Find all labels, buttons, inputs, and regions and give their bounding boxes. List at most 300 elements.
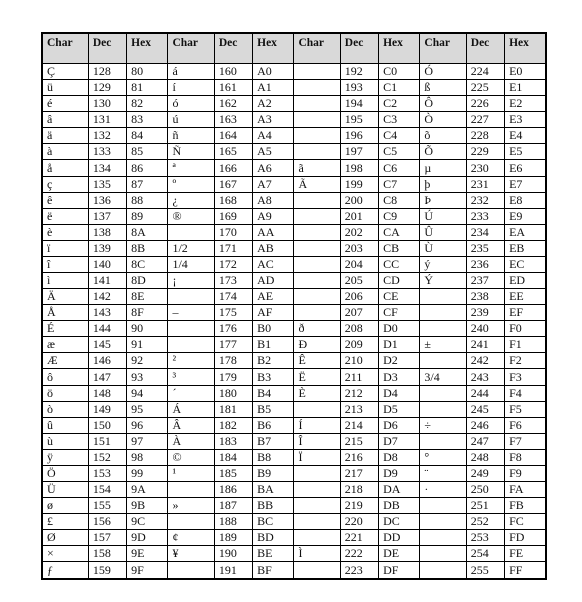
column-header-hex: Hex	[379, 33, 420, 64]
hex-cell: CD	[379, 273, 420, 289]
dec-cell: 206	[340, 289, 378, 305]
char-cell	[420, 321, 466, 337]
char-cell	[168, 482, 214, 498]
char-cell: Â	[168, 417, 214, 433]
dec-cell: 189	[214, 530, 252, 546]
dec-cell: 244	[466, 385, 504, 401]
hex-cell: 8D	[127, 273, 168, 289]
char-cell: Ú	[420, 208, 466, 224]
hex-cell: E5	[505, 144, 546, 160]
hex-cell: 85	[127, 144, 168, 160]
dec-cell: 156	[88, 514, 126, 530]
char-cell	[294, 224, 340, 240]
char-cell: é	[42, 96, 88, 112]
dec-cell: 217	[340, 465, 378, 481]
char-cell: ç	[42, 176, 88, 192]
char-cell	[294, 240, 340, 256]
dec-cell: 251	[466, 498, 504, 514]
column-header-char: Char	[294, 33, 340, 64]
hex-cell: EA	[505, 224, 546, 240]
hex-cell: C8	[379, 192, 420, 208]
char-cell	[294, 498, 340, 514]
hex-cell: B6	[253, 417, 294, 433]
char-cell: Ì	[294, 546, 340, 562]
dec-cell: 142	[88, 289, 126, 305]
dec-cell: 191	[214, 562, 252, 579]
char-cell	[420, 385, 466, 401]
dec-cell: 184	[214, 449, 252, 465]
hex-cell: E9	[505, 208, 546, 224]
dec-cell: 224	[466, 64, 504, 80]
dec-cell: 208	[340, 321, 378, 337]
hex-cell: 86	[127, 160, 168, 176]
char-cell: µ	[420, 160, 466, 176]
hex-cell: CB	[379, 240, 420, 256]
char-cell	[294, 144, 340, 160]
hex-cell: FC	[505, 514, 546, 530]
hex-cell: BE	[253, 546, 294, 562]
char-cell	[168, 337, 214, 353]
table-row	[42, 64, 546, 80]
dec-cell: 170	[214, 224, 252, 240]
hex-cell: E8	[505, 192, 546, 208]
hex-cell: C1	[379, 80, 420, 96]
dec-cell: 165	[214, 144, 252, 160]
table-row	[42, 465, 546, 481]
char-cell: í	[168, 80, 214, 96]
hex-cell: A4	[253, 128, 294, 144]
table-row	[42, 176, 546, 192]
hex-cell: A9	[253, 208, 294, 224]
hex-cell: A6	[253, 160, 294, 176]
header-row	[42, 33, 546, 64]
table-row	[42, 417, 546, 433]
char-cell	[294, 64, 340, 80]
dec-cell: 223	[340, 562, 378, 579]
char-cell: ×	[42, 546, 88, 562]
hex-cell: F2	[505, 353, 546, 369]
hex-cell: 87	[127, 176, 168, 192]
dec-cell: 235	[466, 240, 504, 256]
char-cell: Ø	[42, 530, 88, 546]
hex-cell: F7	[505, 433, 546, 449]
char-cell	[294, 112, 340, 128]
dec-cell: 188	[214, 514, 252, 530]
hex-cell: 9C	[127, 514, 168, 530]
hex-cell: BB	[253, 498, 294, 514]
char-cell: 1/4	[168, 256, 214, 272]
dec-cell: 196	[340, 128, 378, 144]
char-cell	[294, 482, 340, 498]
dec-cell: 225	[466, 80, 504, 96]
dec-cell: 232	[466, 192, 504, 208]
dec-cell: 146	[88, 353, 126, 369]
hex-cell: E3	[505, 112, 546, 128]
table-row	[42, 144, 546, 160]
dec-cell: 205	[340, 273, 378, 289]
column-header-char: Char	[168, 33, 214, 64]
hex-cell: BC	[253, 514, 294, 530]
char-cell: å	[42, 160, 88, 176]
char-cell: Ð	[294, 337, 340, 353]
hex-cell: EC	[505, 256, 546, 272]
dec-cell: 221	[340, 530, 378, 546]
hex-cell: D2	[379, 353, 420, 369]
hex-cell: C7	[379, 176, 420, 192]
table-row	[42, 240, 546, 256]
char-cell: û	[42, 417, 88, 433]
dec-cell: 220	[340, 514, 378, 530]
hex-cell: F9	[505, 465, 546, 481]
hex-cell: 88	[127, 192, 168, 208]
char-cell: Ë	[294, 369, 340, 385]
table-row	[42, 256, 546, 272]
hex-cell: BF	[253, 562, 294, 579]
hex-cell: AC	[253, 256, 294, 272]
dec-cell: 178	[214, 353, 252, 369]
hex-cell: F1	[505, 337, 546, 353]
hex-cell: 8B	[127, 240, 168, 256]
dec-cell: 214	[340, 417, 378, 433]
dec-cell: 176	[214, 321, 252, 337]
hex-cell: D0	[379, 321, 420, 337]
char-cell	[420, 498, 466, 514]
table-row	[42, 160, 546, 176]
dec-cell: 130	[88, 96, 126, 112]
hex-cell: 9D	[127, 530, 168, 546]
char-cell: –	[168, 305, 214, 321]
char-cell: Þ	[420, 192, 466, 208]
char-cell: Ê	[294, 353, 340, 369]
char-cell: ƒ	[42, 562, 88, 579]
table-row	[42, 128, 546, 144]
char-cell: î	[42, 256, 88, 272]
char-cell: Æ	[42, 353, 88, 369]
hex-cell: F3	[505, 369, 546, 385]
hex-cell: 80	[127, 64, 168, 80]
char-cell: ¹	[168, 465, 214, 481]
dec-cell: 250	[466, 482, 504, 498]
char-cell: ª	[168, 160, 214, 176]
char-cell	[168, 224, 214, 240]
table-row	[42, 514, 546, 530]
hex-cell: C3	[379, 112, 420, 128]
hex-cell: A7	[253, 176, 294, 192]
char-cell: ø	[42, 498, 88, 514]
dec-cell: 199	[340, 176, 378, 192]
table-row	[42, 273, 546, 289]
dec-cell: 242	[466, 353, 504, 369]
hex-cell: A2	[253, 96, 294, 112]
column-header-dec: Dec	[466, 33, 504, 64]
char-cell	[294, 465, 340, 481]
hex-cell: D5	[379, 401, 420, 417]
dec-cell: 139	[88, 240, 126, 256]
hex-cell: AA	[253, 224, 294, 240]
hex-cell: D7	[379, 433, 420, 449]
char-cell: Ã	[294, 176, 340, 192]
dec-cell: 237	[466, 273, 504, 289]
column-header-dec: Dec	[214, 33, 252, 64]
dec-cell: 254	[466, 546, 504, 562]
hex-cell: C4	[379, 128, 420, 144]
dec-cell: 185	[214, 465, 252, 481]
hex-cell: 92	[127, 353, 168, 369]
hex-cell: EF	[505, 305, 546, 321]
dec-cell: 241	[466, 337, 504, 353]
column-header-hex: Hex	[253, 33, 294, 64]
table-row	[42, 80, 546, 96]
dec-cell: 228	[466, 128, 504, 144]
dec-cell: 167	[214, 176, 252, 192]
hex-cell: E7	[505, 176, 546, 192]
table-body	[42, 64, 546, 580]
dec-cell: 192	[340, 64, 378, 80]
char-cell: ÿ	[42, 449, 88, 465]
dec-cell: 154	[88, 482, 126, 498]
dec-cell: 131	[88, 112, 126, 128]
hex-cell: AD	[253, 273, 294, 289]
table-row	[42, 530, 546, 546]
dec-cell: 246	[466, 417, 504, 433]
hex-cell: CA	[379, 224, 420, 240]
hex-cell: 9F	[127, 562, 168, 579]
hex-cell: D3	[379, 369, 420, 385]
hex-cell: C9	[379, 208, 420, 224]
hex-cell: B2	[253, 353, 294, 369]
hex-cell: B1	[253, 337, 294, 353]
dec-cell: 212	[340, 385, 378, 401]
hex-cell: 9B	[127, 498, 168, 514]
hex-cell: B5	[253, 401, 294, 417]
hex-cell: 89	[127, 208, 168, 224]
char-cell: ý	[420, 256, 466, 272]
dec-cell: 240	[466, 321, 504, 337]
dec-cell: 233	[466, 208, 504, 224]
hex-cell: A1	[253, 80, 294, 96]
dec-cell: 136	[88, 192, 126, 208]
hex-cell: B9	[253, 465, 294, 481]
table-row	[42, 353, 546, 369]
dec-cell: 155	[88, 498, 126, 514]
dec-cell: 148	[88, 385, 126, 401]
dec-cell: 164	[214, 128, 252, 144]
char-cell: Ó	[420, 64, 466, 80]
dec-cell: 197	[340, 144, 378, 160]
hex-cell: DC	[379, 514, 420, 530]
hex-cell: FF	[505, 562, 546, 579]
char-cell: 3/4	[420, 369, 466, 385]
dec-cell: 211	[340, 369, 378, 385]
char-cell	[294, 401, 340, 417]
dec-cell: 181	[214, 401, 252, 417]
hex-cell: AF	[253, 305, 294, 321]
dec-cell: 210	[340, 353, 378, 369]
hex-cell: DE	[379, 546, 420, 562]
char-cell: ñ	[168, 128, 214, 144]
char-cell: æ	[42, 337, 88, 353]
dec-cell: 135	[88, 176, 126, 192]
hex-cell: FB	[505, 498, 546, 514]
char-cell	[294, 305, 340, 321]
char-cell	[168, 321, 214, 337]
char-cell: Ý	[420, 273, 466, 289]
char-cell: ã	[294, 160, 340, 176]
hex-cell: F5	[505, 401, 546, 417]
hex-cell: 8F	[127, 305, 168, 321]
dec-cell: 239	[466, 305, 504, 321]
hex-cell: 83	[127, 112, 168, 128]
dec-cell: 207	[340, 305, 378, 321]
char-cell	[420, 514, 466, 530]
hex-cell: 82	[127, 96, 168, 112]
char-cell: ï	[42, 240, 88, 256]
char-cell: ò	[42, 401, 88, 417]
column-header-hex: Hex	[127, 33, 168, 64]
dec-cell: 128	[88, 64, 126, 80]
dec-cell: 219	[340, 498, 378, 514]
dec-cell: 216	[340, 449, 378, 465]
char-cell: Õ	[420, 144, 466, 160]
char-cell: Å	[42, 305, 88, 321]
table-row	[42, 289, 546, 305]
table-row	[42, 369, 546, 385]
char-cell	[294, 273, 340, 289]
dec-cell: 143	[88, 305, 126, 321]
dec-cell: 151	[88, 433, 126, 449]
hex-cell: 94	[127, 385, 168, 401]
char-cell: ú	[168, 112, 214, 128]
dec-cell: 152	[88, 449, 126, 465]
char-cell: »	[168, 498, 214, 514]
hex-cell: E6	[505, 160, 546, 176]
char-cell: °	[420, 449, 466, 465]
char-cell: à	[42, 144, 88, 160]
table-row	[42, 337, 546, 353]
hex-cell: FA	[505, 482, 546, 498]
char-cell: ß	[420, 80, 466, 96]
column-header-hex: Hex	[505, 33, 546, 64]
dec-cell: 243	[466, 369, 504, 385]
dec-cell: 249	[466, 465, 504, 481]
dec-cell: 204	[340, 256, 378, 272]
dec-cell: 159	[88, 562, 126, 579]
character-code-table	[41, 32, 547, 580]
char-cell: ô	[42, 369, 88, 385]
hex-cell: C5	[379, 144, 420, 160]
dec-cell: 187	[214, 498, 252, 514]
table-row	[42, 96, 546, 112]
dec-cell: 160	[214, 64, 252, 80]
table-row	[42, 433, 546, 449]
char-cell: ¨	[420, 465, 466, 481]
char-cell: Ü	[42, 482, 88, 498]
char-cell: ¥	[168, 546, 214, 562]
table-row	[42, 321, 546, 337]
hex-cell: C6	[379, 160, 420, 176]
char-cell: ¢	[168, 530, 214, 546]
table-row	[42, 192, 546, 208]
hex-cell: B3	[253, 369, 294, 385]
table-row	[42, 449, 546, 465]
hex-cell: 90	[127, 321, 168, 337]
char-cell	[294, 514, 340, 530]
hex-cell: 91	[127, 337, 168, 353]
hex-cell: A5	[253, 144, 294, 160]
char-cell	[168, 514, 214, 530]
dec-cell: 231	[466, 176, 504, 192]
table-row	[42, 562, 546, 579]
hex-cell: FD	[505, 530, 546, 546]
dec-cell: 200	[340, 192, 378, 208]
hex-cell: 99	[127, 465, 168, 481]
char-cell: þ	[420, 176, 466, 192]
hex-cell: F6	[505, 417, 546, 433]
hex-cell: DB	[379, 498, 420, 514]
dec-cell: 133	[88, 144, 126, 160]
char-cell: ²	[168, 353, 214, 369]
char-cell	[168, 289, 214, 305]
hex-cell: D8	[379, 449, 420, 465]
hex-cell: 84	[127, 128, 168, 144]
dec-cell: 201	[340, 208, 378, 224]
char-cell: È	[294, 385, 340, 401]
hex-cell: D6	[379, 417, 420, 433]
table-row	[42, 498, 546, 514]
table-row	[42, 546, 546, 562]
hex-cell: 8E	[127, 289, 168, 305]
char-cell: Ò	[420, 112, 466, 128]
char-cell	[294, 562, 340, 579]
char-cell	[294, 192, 340, 208]
hex-cell: 98	[127, 449, 168, 465]
char-cell	[420, 530, 466, 546]
char-cell: º	[168, 176, 214, 192]
dec-cell: 180	[214, 385, 252, 401]
dec-cell: 198	[340, 160, 378, 176]
column-header-char: Char	[420, 33, 466, 64]
dec-cell: 134	[88, 160, 126, 176]
char-cell: ³	[168, 369, 214, 385]
dec-cell: 161	[214, 80, 252, 96]
char-cell: Í	[294, 417, 340, 433]
dec-cell: 150	[88, 417, 126, 433]
char-cell	[420, 401, 466, 417]
dec-cell: 149	[88, 401, 126, 417]
dec-cell: 238	[466, 289, 504, 305]
hex-cell: BA	[253, 482, 294, 498]
char-cell	[294, 530, 340, 546]
char-cell	[294, 208, 340, 224]
char-cell: Ö	[42, 465, 88, 481]
dec-cell: 186	[214, 482, 252, 498]
dec-cell: 195	[340, 112, 378, 128]
char-cell: £	[42, 514, 88, 530]
hex-cell: EE	[505, 289, 546, 305]
dec-cell: 166	[214, 160, 252, 176]
dec-cell: 230	[466, 160, 504, 176]
dec-cell: 179	[214, 369, 252, 385]
char-cell: ÷	[420, 417, 466, 433]
table-row	[42, 305, 546, 321]
hex-cell: D9	[379, 465, 420, 481]
dec-cell: 144	[88, 321, 126, 337]
char-cell: Ô	[420, 96, 466, 112]
hex-cell: A3	[253, 112, 294, 128]
char-cell	[168, 562, 214, 579]
hex-cell: 97	[127, 433, 168, 449]
char-cell: Á	[168, 401, 214, 417]
